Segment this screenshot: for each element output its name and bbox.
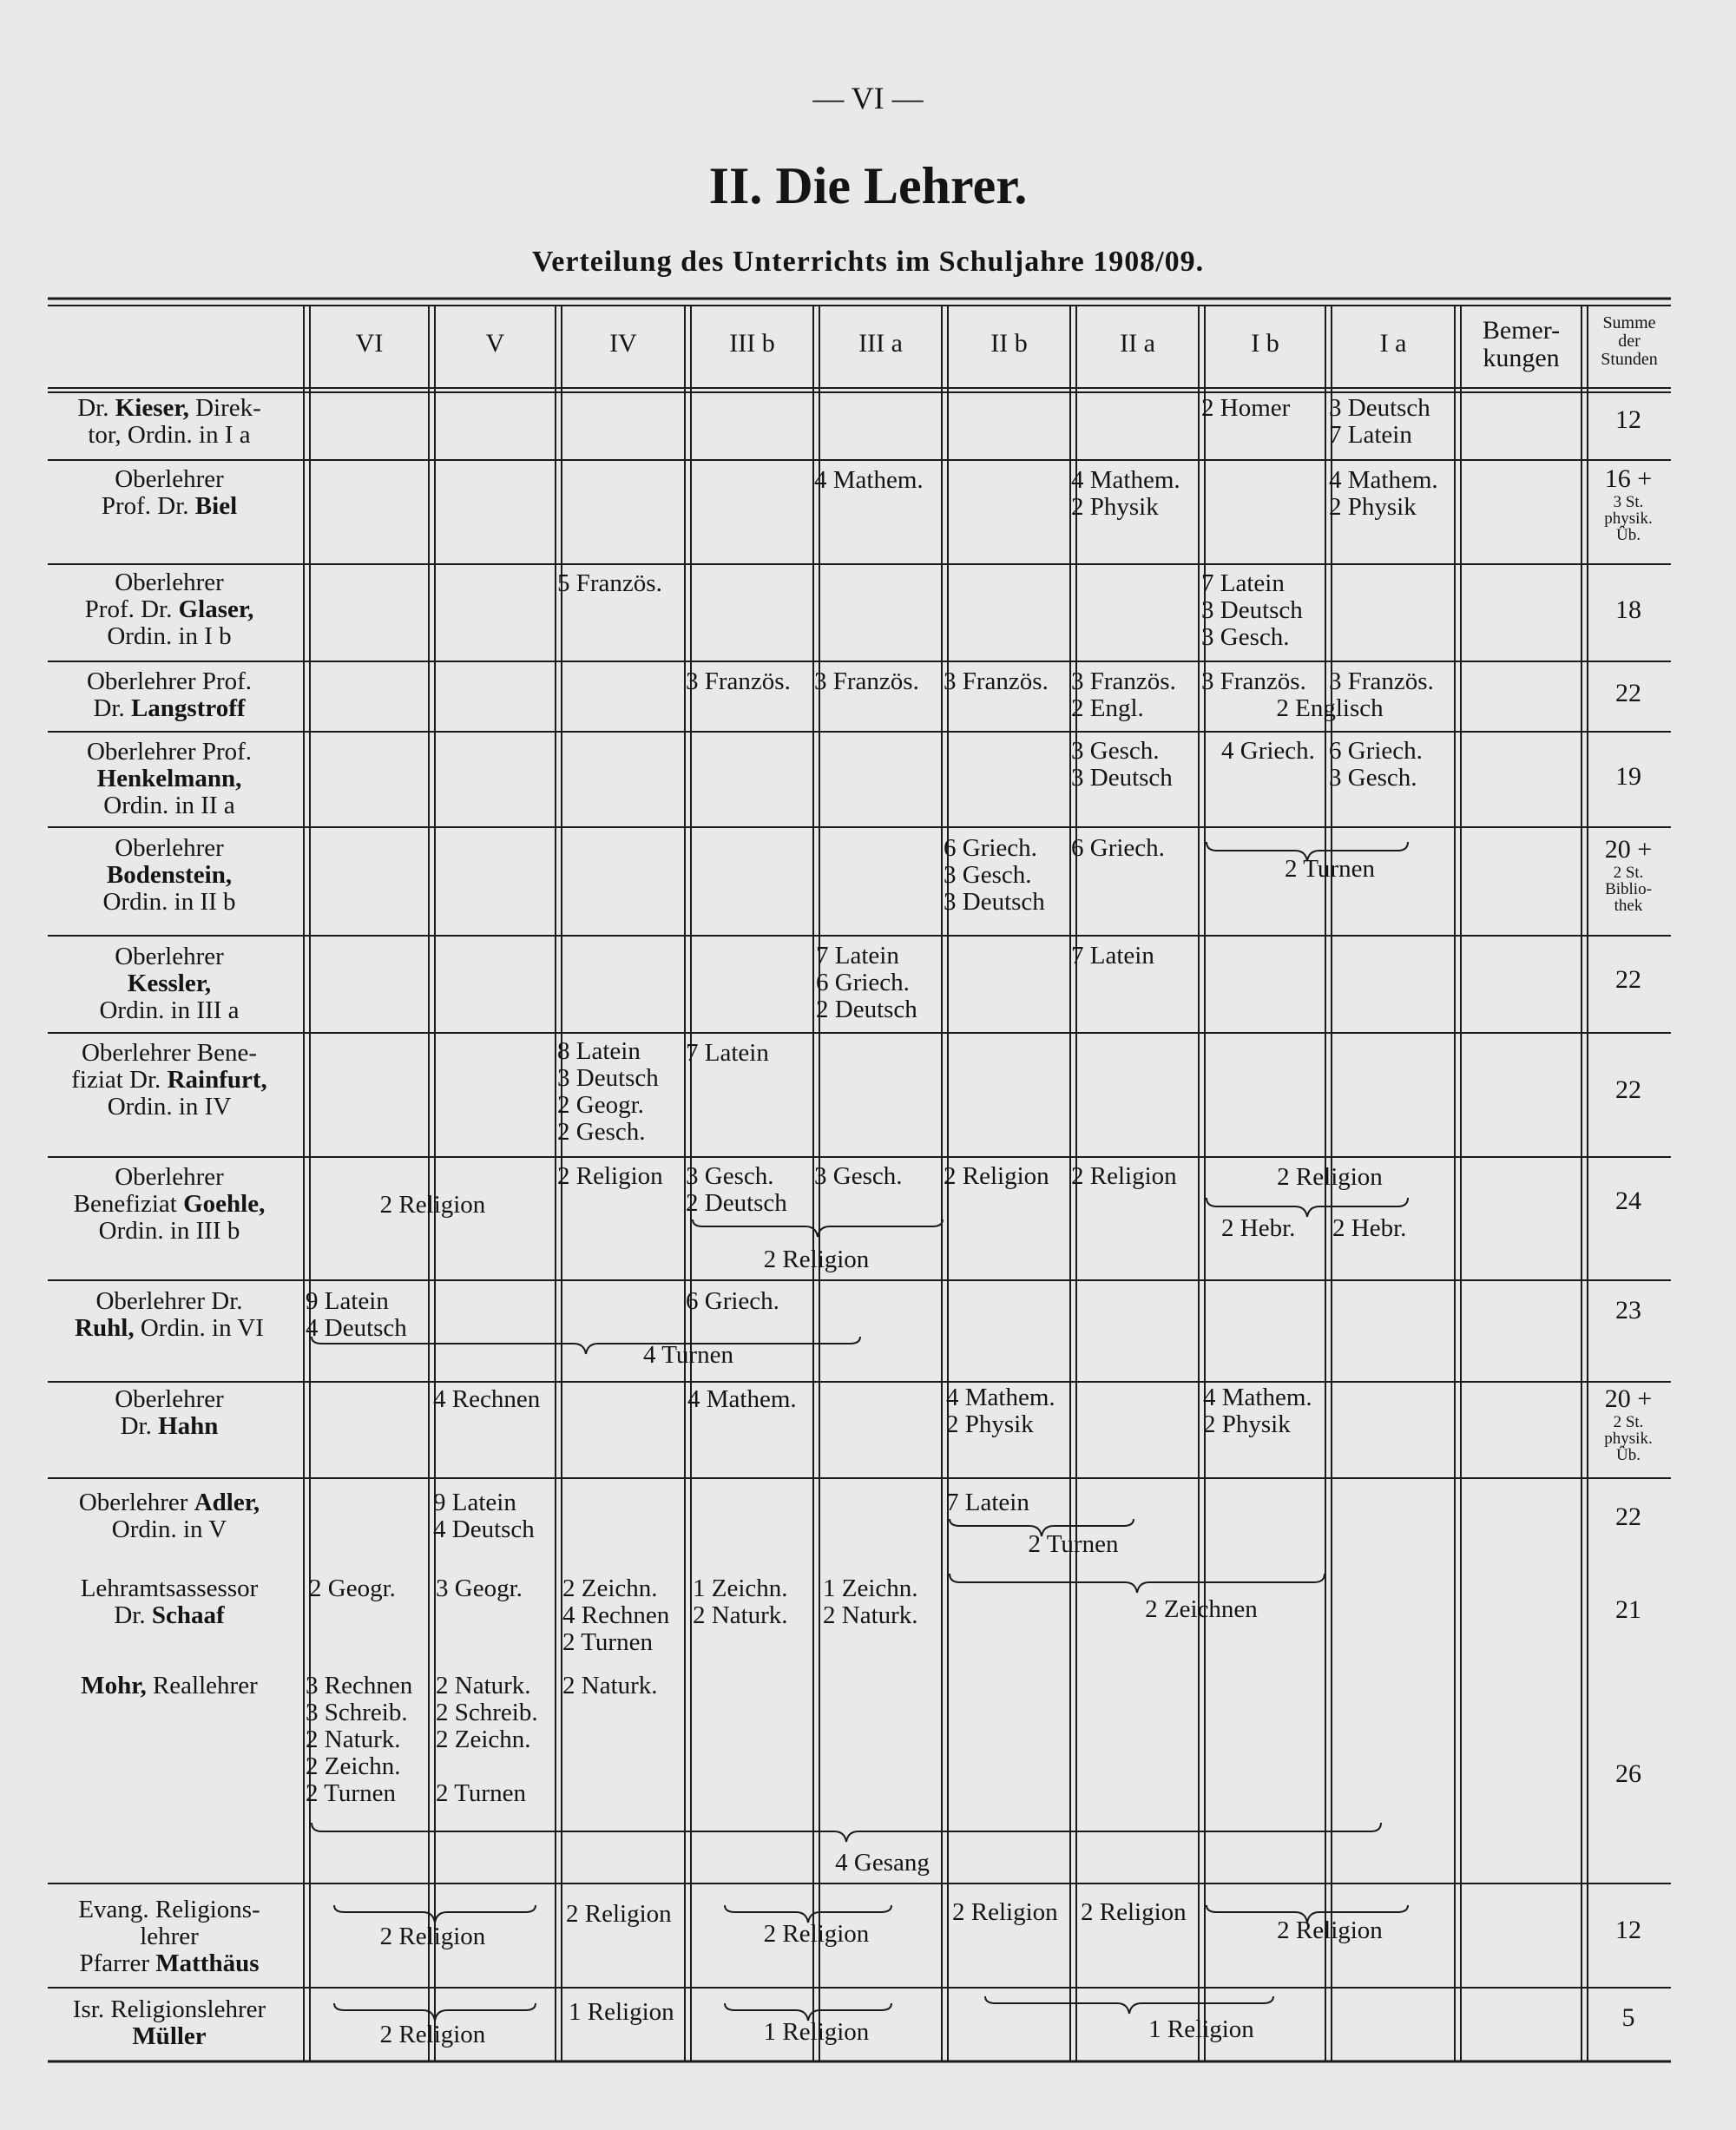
sum-value: 19 (1615, 762, 1641, 791)
col-header-IV: IV (609, 329, 637, 358)
cell: 4 Mathem. 2 Physik (1203, 1384, 1312, 1438)
col-header-remarks: Bemer- kungen (1482, 316, 1561, 372)
teacher-name: Oberlehrer Dr. Hahn (115, 1385, 224, 1440)
col-header-IIIa: III a (858, 329, 903, 358)
col-header-sum: Summe der Stunden (1601, 313, 1658, 369)
cell: 5 Französ. (557, 569, 662, 597)
cell: 3 Deutsch 7 Latein (1329, 394, 1430, 449)
spanning-cell: 2 Religion (763, 1920, 870, 1948)
sum-value: 21 (1615, 1595, 1641, 1624)
teacher-name: Oberlehrer Prof. Henkelmann, Ordin. in II a (86, 738, 253, 819)
col-header-V: V (485, 329, 505, 358)
cell: 4 Mathem. (687, 1385, 797, 1413)
teacher-name: Oberlehrer Adler, Ordin. in V (78, 1489, 260, 1543)
sum-value: 22 (1615, 1502, 1641, 1531)
cell: 9 Latein 4 Deutsch (433, 1489, 535, 1543)
col-header-VI: VI (355, 329, 384, 358)
cell: 2 Religion (1071, 1162, 1177, 1190)
cell: 4 Griech. (1221, 737, 1315, 765)
sum-value: 18 (1615, 595, 1641, 624)
cell: 3 Gesch. (814, 1162, 903, 1190)
sum-value: 16 + 3 St. physik. Üb. (1604, 464, 1653, 544)
sum-value: 24 (1615, 1187, 1641, 1215)
cell: 3 Rechnen 3 Schreib. 2 Naturk. 2 Zeichn. 2 Turnen (306, 1672, 413, 1807)
spanning-cell: 1 Religion (763, 2018, 870, 2046)
cell: 2 Naturk. (562, 1672, 658, 1699)
sum-value: 22 (1615, 679, 1641, 707)
cell: 3 Französ. (944, 667, 1049, 695)
cell: 3 Gesch. 3 Deutsch (1071, 737, 1173, 792)
spanning-cell: 2 Turnen (1028, 1530, 1119, 1558)
teacher-name: Oberlehrer Kessler, Ordin. in III a (99, 943, 240, 1024)
cell: 7 Latein (686, 1039, 769, 1067)
spanning-cell: 2 Religion (1277, 1163, 1383, 1191)
cell: 2 Homer (1201, 394, 1291, 422)
sum-value: 20 + 2 St. physik. Üb. (1604, 1384, 1653, 1464)
spanning-cell: 2 Religion (379, 1191, 486, 1219)
cell: 1 Religion (569, 1998, 674, 2026)
col-header-IIIb: III b (729, 329, 775, 358)
cell: 2 Hebr. (1332, 1214, 1407, 1242)
sum-value: 20 + 2 St. Biblio- thek (1604, 835, 1653, 915)
spanning-cell: 2 Turnen (1285, 855, 1375, 883)
spanning-cell: 4 Turnen (643, 1341, 733, 1369)
cell: 2 Geogr. (309, 1574, 396, 1602)
teacher-name: Isr. Religionslehrer Müller (72, 1995, 266, 2050)
spanning-cell: 2 Englisch (1276, 694, 1384, 722)
cell: 4 Mathem. 2 Physik (1071, 466, 1180, 521)
spanning-cell: 2 Religion (379, 2021, 486, 2048)
cell: 8 Latein 3 Deutsch 2 Geogr. 2 Gesch. (557, 1037, 659, 1146)
cell: 2 Religion (952, 1898, 1058, 1926)
cell: 3 Gesch. 2 Deutsch (686, 1162, 787, 1217)
cell: 9 Latein 4 Deutsch (306, 1287, 407, 1342)
cell: 3 Französ. (1201, 667, 1306, 695)
cell: 6 Griech. (686, 1287, 779, 1315)
spanning-cell: 4 Gesang (835, 1849, 930, 1877)
spanning-cell: 2 Religion (1277, 1916, 1383, 1944)
teacher-name: Evang. Religions- lehrer Pfarrer Matthäus (78, 1896, 260, 1977)
teacher-name: Oberlehrer Bene- fiziat Dr. Rainfurt, Ordin. in IV (71, 1039, 267, 1121)
cell: 3 Französ. (814, 667, 919, 695)
cell: 2 Hebr. (1221, 1214, 1296, 1242)
cell: 1 Zeichn. 2 Naturk. (693, 1574, 788, 1629)
teacher-name: Oberlehrer Prof. Dr. Langstroff (86, 667, 253, 722)
cell: 7 Latein 3 Deutsch 3 Gesch. (1201, 569, 1303, 651)
sum-value: 22 (1615, 965, 1641, 994)
cell: 7 Latein 6 Griech. 2 Deutsch (816, 942, 917, 1023)
cell: 3 Französ. 2 Engl. (1071, 667, 1176, 722)
cell: 3 Französ. (1329, 667, 1434, 695)
teacher-name: Oberlehrer Bodenstein, Ordin. in II b (102, 834, 236, 916)
col-header-IIa: II a (1120, 329, 1155, 358)
teacher-name: Dr. Kieser, Direk- tor, Ordin. in I a (77, 394, 261, 449)
cell: 6 Griech. 3 Gesch. 3 Deutsch (944, 834, 1045, 916)
cell: 2 Religion (566, 1900, 672, 1928)
page-subtitle: Verteilung des Unterrichts im Schuljahre 1908/09. (531, 246, 1205, 278)
cell: 2 Religion (557, 1162, 663, 1190)
spanning-cell: 2 Zeichnen (1145, 1595, 1258, 1623)
cell: 4 Mathem. (814, 466, 924, 494)
col-header-Ia: I a (1379, 329, 1407, 358)
cell: 4 Mathem. 2 Physik (946, 1384, 1055, 1438)
page-title: II. Die Lehrer. (708, 157, 1028, 214)
sum-value: 26 (1615, 1759, 1641, 1788)
page-number: — VI — (812, 81, 924, 115)
cell: 4 Mathem. 2 Physik (1329, 466, 1438, 521)
cell: 6 Griech. 3 Gesch. (1329, 737, 1423, 792)
cell: 2 Religion (1081, 1898, 1187, 1926)
cell: 6 Griech. (1071, 834, 1165, 862)
teacher-name: Oberlehrer Prof. Dr. Glaser, Ordin. in I b (84, 569, 254, 650)
sum-value: 5 (1621, 2003, 1635, 2032)
cell: 1 Zeichn. 2 Naturk. (823, 1574, 918, 1629)
cell: 3 Französ. (686, 667, 791, 695)
col-header-Ib: I b (1251, 329, 1279, 358)
teacher-name: Lehramtsassessor Dr. Schaaf (80, 1574, 259, 1629)
teacher-name: Mohr, Reallehrer (81, 1672, 258, 1699)
sum-value: 12 (1615, 1916, 1641, 1944)
spanning-cell: 2 Religion (379, 1923, 486, 1950)
sum-value: 12 (1615, 405, 1641, 434)
cell: 4 Rechnen (433, 1385, 541, 1413)
cell: 2 Zeichn. 4 Rechnen 2 Turnen (562, 1574, 670, 1656)
cell: 7 Latein (946, 1489, 1029, 1516)
sum-value: 22 (1615, 1075, 1641, 1104)
sum-value: 23 (1615, 1296, 1641, 1325)
cell: 2 Naturk. 2 Schreib. 2 Zeichn. 2 Turnen (436, 1672, 538, 1807)
spanning-cell: 2 Religion (763, 1246, 870, 1273)
cell: 7 Latein (1071, 942, 1154, 970)
teacher-name: Oberlehrer Dr. Ruhl, Ordin. in VI (75, 1287, 264, 1342)
col-header-IIb: II b (990, 329, 1028, 358)
teacher-name: Oberlehrer Prof. Dr. Biel (101, 465, 238, 520)
cell: 3 Geogr. (436, 1574, 523, 1602)
cell: 2 Religion (944, 1162, 1049, 1190)
teacher-name: Oberlehrer Benefiziat Goehle, Ordin. in III b (73, 1163, 266, 1245)
spanning-cell: 1 Religion (1148, 2015, 1254, 2043)
